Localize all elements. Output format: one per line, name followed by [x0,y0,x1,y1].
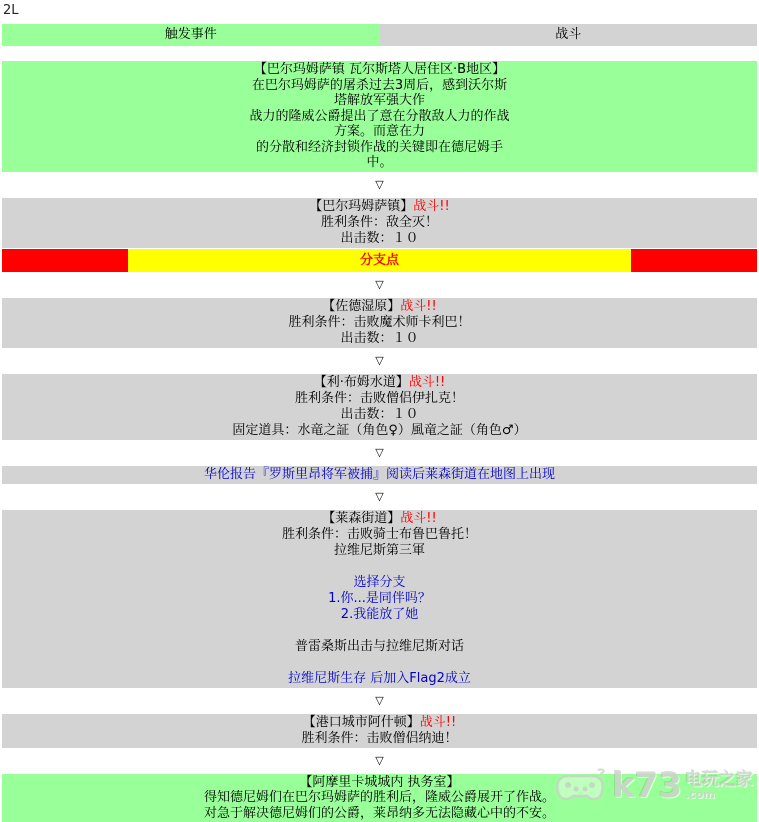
event-text-line: 战力的隆威公爵提出了意在分散敌人力的作战 [2,109,757,125]
battle-tag: 战斗!! [400,511,436,526]
battle-box-rhyssen-road [2,510,757,688]
column-header-trigger-events: 触发事件 [2,24,380,46]
down-arrow-icon: ▽ [2,177,757,193]
victory-condition: 胜利条件：击败魔术师卡利巴！ [2,315,757,331]
battle-box-libum-waterway [2,374,757,440]
blank-line [2,559,757,575]
branch-point-bar [2,249,757,272]
warren-report-link[interactable]: 华伦报告『罗斯里昂将军被捕』阅读后莱森街道在地图上出现 [2,467,757,483]
event-text-line: 的分散和经济封锁作战的关键即在德尼姆手 [2,140,757,156]
battle-title-line [2,715,757,731]
battle-location: 【佐德湿原】 [322,299,400,314]
battle-box-balmamusa [2,198,757,248]
battle-title-line [2,199,757,215]
down-arrow-icon: ▽ [2,277,757,293]
victory-condition: 胜利条件：击败骑士布鲁巴鲁托！ [2,527,757,543]
battle-location: 【利·布姆水道】 [314,375,409,390]
battle-title-line [2,299,757,315]
flowchart [0,24,759,822]
battle-tag: 战斗!! [420,715,456,730]
k73-domain: .com [685,789,715,801]
column-headers [2,24,757,46]
deploy-count: 出击数：１０ [2,331,757,347]
event-box-balmamusa-town [2,61,757,172]
down-arrow-icon: ▽ [2,489,757,505]
event-box-amorika-castle [2,774,757,822]
event-text-line: 塔解放军强大作 [2,93,757,109]
victory-condition: 胜利条件：敌全灭！ [2,215,757,231]
battle-title-line [2,511,757,527]
battle-tag: 战斗!! [409,375,445,390]
blank-line [2,655,757,671]
page-label: 2L [0,0,759,19]
battle-tag: 战斗!! [400,299,436,314]
down-arrow-icon: ▽ [2,353,757,369]
event-text-line: 中。 [2,155,757,171]
battle-box-zode-marsh [2,298,757,348]
victory-condition: 胜利条件：击败僧侣纳迪！ [2,731,757,747]
battle-tag: 战斗!! [413,199,449,214]
down-arrow-icon: ▽ [2,693,757,709]
deploy-count: 出击数：１０ [2,407,757,423]
event-text-line: 对急于解决德尼姆们的公爵，莱昂纳多无法隐藏心中的不安。 [2,806,757,822]
branch-point-label: 分支点 [128,249,631,272]
victory-condition: 胜利条件：击败僧侣伊扎克！ [2,391,757,407]
event-text-line: 【阿摩里卡城城内 执务室】 [2,775,757,791]
blank-line [2,623,757,639]
down-arrow-icon: ▽ [2,445,757,461]
battle-box-ashton-port [2,714,757,748]
column-header-battle: 战斗 [380,24,758,46]
event-text-line: 方案。而意在力 [2,124,757,140]
branch-bar-red-right [631,249,757,272]
dialogue-note: 普雷桑斯出击与拉维尼斯对话 [2,639,757,655]
choice-option-2[interactable]: 2.我能放了她 [2,607,757,623]
flag-condition-link[interactable]: 拉维尼斯生存 后加入Flag2成立 [2,671,757,687]
branch-bar-red-left [2,249,128,272]
battle-location: 【港口城市阿什顿】 [303,715,420,730]
event-text-line: 在巴尔玛姆萨的屠杀过去3周后，感到沃尔斯 [2,78,757,94]
event-text-line: 得知德尼姆们在巴尔玛姆萨的胜利后，隆威公爵展开了作战。 [2,790,757,806]
choice-branch-header[interactable]: 选择分支 [2,575,757,591]
battle-location: 【巴尔玛姆萨镇】 [309,199,413,214]
k73-brand-text: k73 [612,769,682,803]
choice-option-1[interactable]: 1.你...是同伴吗？ [2,591,757,607]
k73-tagline: 电玩之家 [685,771,753,789]
enemy-army-note: 拉维尼斯第三軍 [2,543,757,559]
deploy-count: 出击数：１０ [2,231,757,247]
battle-location: 【莱森街道】 [322,511,400,526]
battle-title-line [2,375,757,391]
event-text-line: 【巴尔玛姆萨镇 瓦尔斯塔人居住区·B地区】 [2,62,757,78]
down-arrow-icon: ▽ [2,753,757,769]
fixed-item-note: 固定道具：水竜之証（角色♀）風竜之証（角色♂） [2,423,757,439]
warren-report-box [2,466,757,484]
